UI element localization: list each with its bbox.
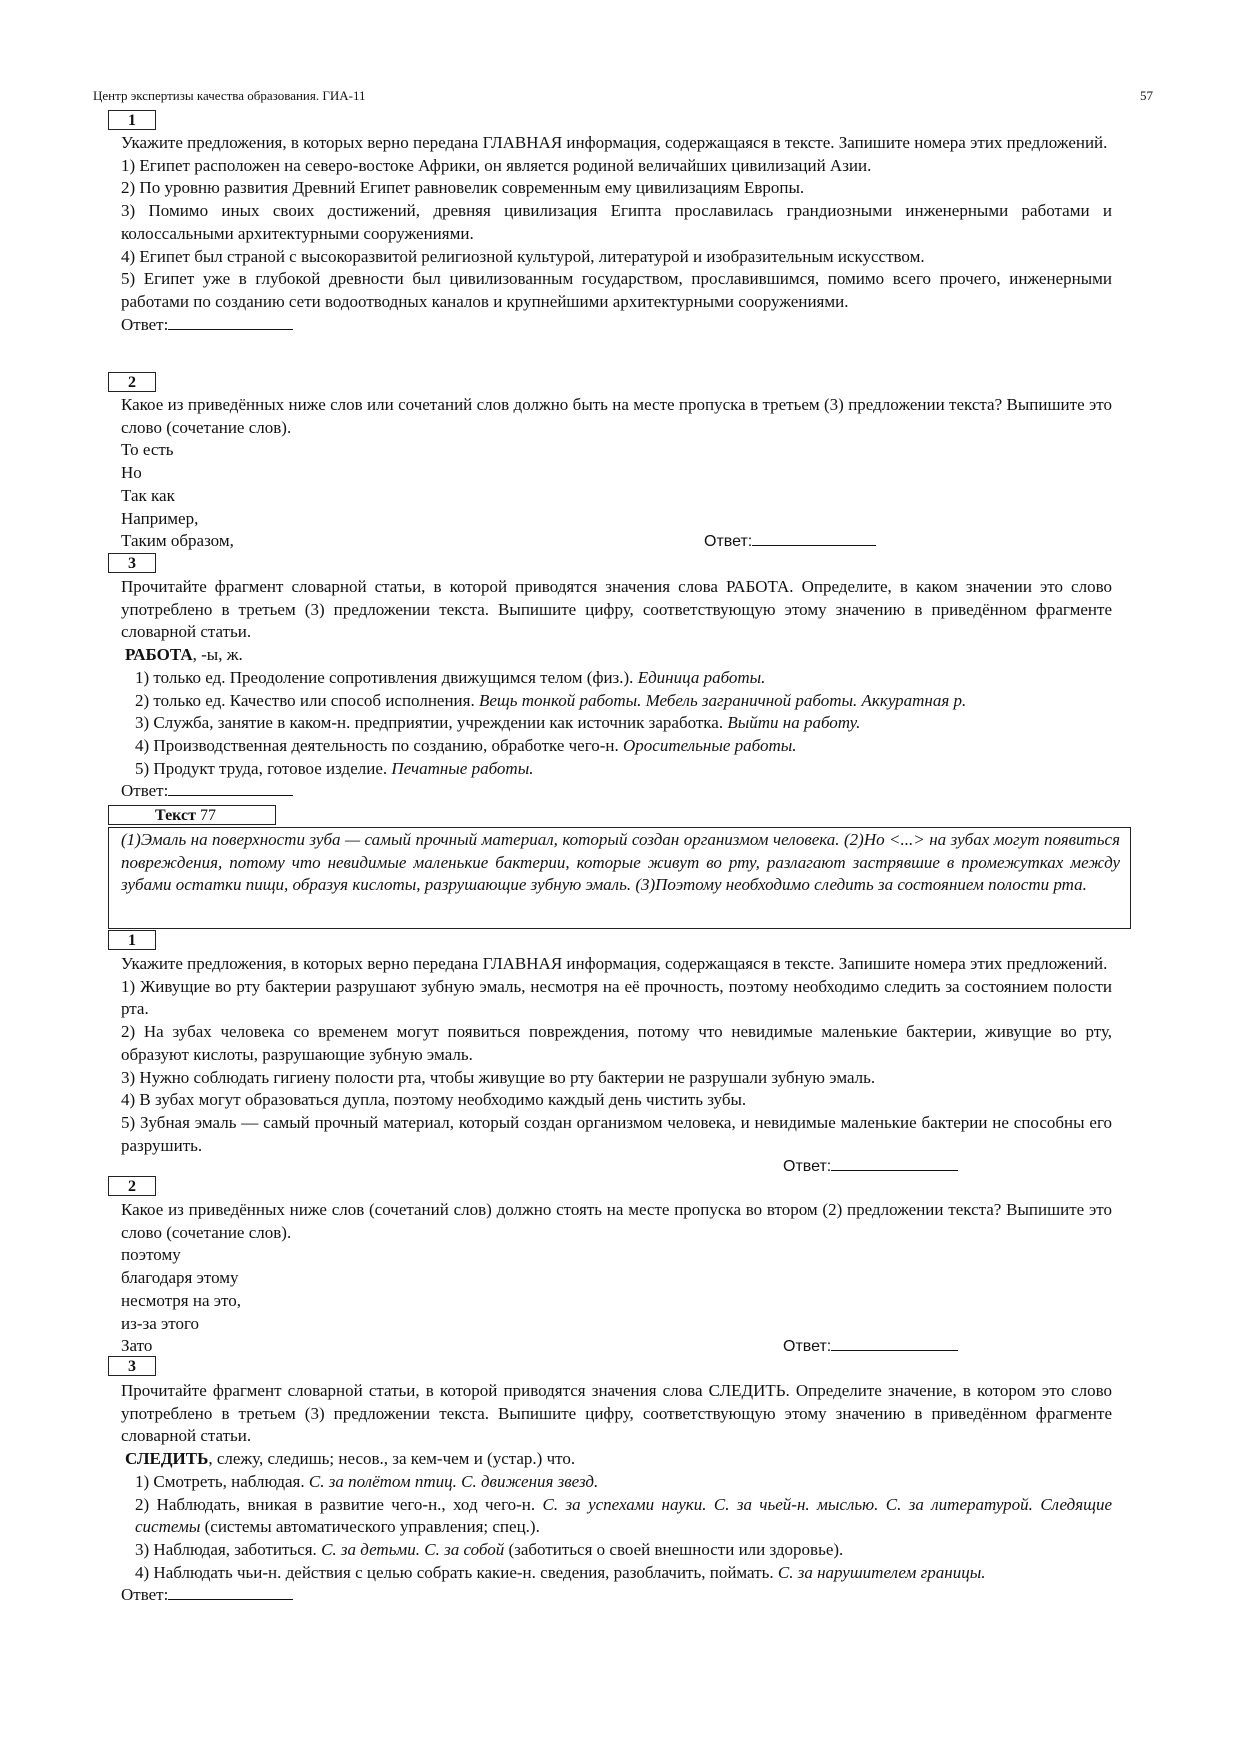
- option-5: Таким образом,: [121, 531, 234, 551]
- answer-field[interactable]: [831, 1156, 958, 1171]
- text-number: 77: [199, 807, 216, 824]
- option-2: Но: [121, 463, 142, 483]
- question-number-box: 3: [108, 1356, 156, 1376]
- answer-line[interactable]: Ответ:: [704, 531, 876, 551]
- sense-4: 4) Наблюдать чьи-н. действия с целью собрать какие-н. сведения, разоблачить, поймать. С. за нарушителем границы.: [135, 1562, 986, 1582]
- question-prompt: Какое из приведённых ниже слов (сочетаний слов) должно стоять на месте пропуска во втором (2) предложении текста? Выпишите это слово (сочетание слов).: [121, 1200, 1112, 1242]
- option-2: 2) По уровню развития Древний Египет равновелик современным ему цивилизациям Европы.: [121, 178, 805, 198]
- option-4: 4) В зубах могут образоваться дупла, поэтому необходимо каждый день чистить зубы.: [121, 1090, 747, 1110]
- sense-5: 5) Продукт труда, готовое изделие. Печатные работы.: [135, 758, 534, 778]
- answer-line[interactable]: Ответ:: [121, 1584, 1112, 1607]
- question-4-block: [121, 953, 1112, 1157]
- option-4: из-за этого: [121, 1313, 200, 1333]
- option-3: 3) Нужно соблюдать гигиену полости рта, чтобы живущие во рту бактерии не разрушали зубную эмаль.: [121, 1067, 876, 1087]
- answer-line[interactable]: Ответ:: [121, 780, 1112, 803]
- question-1-block: [121, 132, 1112, 336]
- question-number-box: 2: [108, 1176, 156, 1196]
- header-title: Центр экспертизы качества образования. ГИА-11: [93, 88, 366, 103]
- dictionary-headword-line: РАБОТА, -ы, ж.: [125, 645, 243, 665]
- option-2: благодаря этому: [121, 1268, 239, 1288]
- question-prompt: Прочитайте фрагмент словарной статьи, в которой приводятся значения слова СЛЕДИТЬ. Определите значение, в котором это слово употреблено в третьем (3) предложении текста. Выпишите цифру, соответствующую этому значению в приведённом фрагменте словарной статьи.: [121, 1381, 1112, 1446]
- answer-line[interactable]: Ответ:: [783, 1156, 958, 1176]
- question-prompt: Прочитайте фрагмент словарной статьи, в которой приводятся значения слова РАБОТА. Определите, в каком значении это слово употреблено в третьем (3) предложении текста. Выпишите цифру, соответствующую этому значению в приведённом фрагменте словарной статьи.: [121, 577, 1112, 642]
- sense-3: 3) Служба, занятие в каком-н. предприятии, учреждении как источник заработка. Выйти на работу.: [135, 713, 861, 733]
- text-label-box: [108, 805, 276, 825]
- sense-4: 4) Производственная деятельность по созданию, обработке чего-н. Оросительные работы.: [135, 735, 797, 755]
- answer-field[interactable]: [168, 1585, 293, 1600]
- answer-field[interactable]: [168, 781, 293, 796]
- question-3-block: [121, 576, 1112, 803]
- page-header: [93, 88, 1153, 104]
- option-5: 5) Зубная эмаль — самый прочный материал, который создан организмом человека, и невидимые маленькие бактерии не способны его разрушить.: [121, 1112, 1112, 1155]
- question-number-box: 1: [108, 930, 156, 950]
- dictionary-headword-line: СЛЕДИТЬ, слежу, следишь; несов., за кем-чем и (устар.) что.: [125, 1449, 576, 1469]
- sense-1: 1) Смотреть, наблюдая. С. за полётом птиц. С. движения звезд.: [135, 1471, 599, 1491]
- option-4: Например,: [121, 508, 199, 528]
- question-5-block: [121, 1199, 1112, 1358]
- question-prompt: Какое из приведённых ниже слов или сочетаний слов должно быть на месте пропуска в третьем (3) предложении текста? Выпишите это слово (сочетание слов).: [121, 395, 1112, 437]
- option-5: 5) Египет уже в глубокой древности был цивилизованным государством, прославившимся, помимо всего прочего, инженерными работами по созданию сети водоотводных каналов и крупнейшими архитектурными сооружениями.: [121, 269, 1112, 311]
- text-body: (1)Эмаль на поверхности зуба — самый прочный материал, который создан организмом человека. (2)Но <...> на зубах могут появиться повреждения, потому что невидимые маленькие бактерии, которые живут во рту, разлагают застрявшие в промежутках между зубами остатки пищи, образуя кислоты, разрушающие зубную эмаль. (3)Поэтому необходимо следить за состоянием полости рта.: [121, 830, 1120, 895]
- sense-1: 1) только ед. Преодоление сопротивления движущимся телом (физ.). Единица работы.: [135, 667, 766, 687]
- page-number: 57: [1140, 88, 1153, 103]
- question-number-box: 2: [108, 372, 156, 392]
- question-2-block: [121, 394, 1112, 553]
- option-1: То есть: [121, 440, 174, 460]
- headword: СЛЕДИТЬ: [125, 1449, 209, 1469]
- text-label: Текст: [155, 807, 196, 824]
- question-number-box: 1: [108, 110, 156, 130]
- answer-line[interactable]: Ответ:: [783, 1336, 958, 1356]
- option-1: 1) Живущие во рту бактерии разрушают зубную эмаль, несмотря на её прочность, поэтому необходимо следить за состоянием полости рта.: [121, 976, 1112, 1019]
- headword: РАБОТА: [125, 645, 193, 665]
- option-3: 3) Помимо иных своих достижений, древняя цивилизация Египта прославилась грандиозными инженерными работами и колоссальными архитектурными сооружениями.: [121, 201, 1112, 243]
- option-5: Зато: [121, 1336, 153, 1356]
- option-3: Так как: [121, 485, 175, 505]
- sense-3: 3) Наблюдая, заботиться. С. за детьми. С. за собой (заботиться о своей внешности или здоровье).: [135, 1539, 844, 1559]
- question-prompt: Укажите предложения, в которых верно передана ГЛАВНАЯ информация, содержащаяся в тексте. Запишите номера этих предложений.: [121, 954, 1108, 973]
- question-prompt: Укажите предложения, в которых верно передана ГЛАВНАЯ информация, содержащаяся в тексте. Запишите номера этих предложений.: [121, 133, 1108, 152]
- option-1: 1) Египет расположен на северо-востоке Африки, он является родиной величайших цивилизаций Азии.: [121, 155, 872, 175]
- option-3: несмотря на это,: [121, 1290, 241, 1310]
- option-2: 2) На зубах человека со временем могут появиться повреждения, потому что невидимые маленькие бактерии, живущие во рту, образуют кислоты, разрушающие зубную эмаль.: [121, 1022, 1112, 1064]
- sense-2: 2) Наблюдать, вникая в развитие чего-н., ход чего-н. С. за успехами науки. С. за чьей-н. мыслью. С. за литературой. Следящие системы (системы автоматического управления; спец.).: [135, 1494, 1112, 1537]
- question-number-box: 3: [108, 553, 156, 573]
- option-4: 4) Египет был страной с высокоразвитой религиозной культурой, литературой и изобразительным искусством.: [121, 246, 925, 266]
- sense-2: 2) только ед. Качество или способ исполнения. Вещь тонкой работы. Мебель заграничной работы. Аккуратная р.: [135, 690, 967, 710]
- text-passage: [108, 827, 1131, 929]
- option-1: поэтому: [121, 1245, 181, 1265]
- question-6-block: [121, 1380, 1112, 1607]
- answer-field[interactable]: [752, 531, 876, 546]
- answer-line[interactable]: Ответ:: [121, 314, 1112, 337]
- answer-field[interactable]: [831, 1336, 958, 1351]
- answer-field[interactable]: [168, 315, 293, 330]
